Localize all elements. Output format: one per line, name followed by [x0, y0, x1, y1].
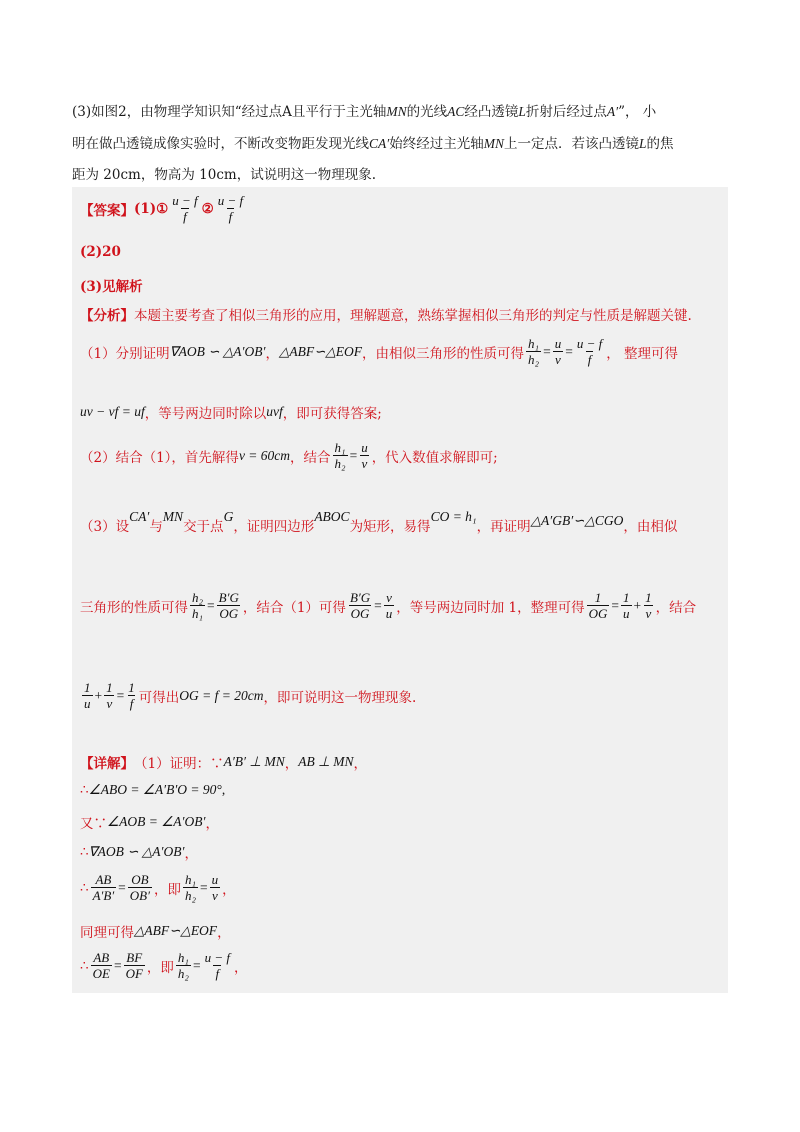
answer-fraction-2: $\frac{u - f}{f}$	[217, 193, 244, 224]
answer-fraction-1: $\frac{u - f}{f}$	[172, 193, 198, 224]
question-line-3: 距为 20cm，物高为 10cm，试说明这一物理现象.	[72, 167, 377, 183]
analysis-step-1-line-1: （1）分别证明 ∇AOB ∽ △A′OB′ ， △ABF∽△EOF ，由相似三角形的性质可得 $\frac{\text{h₁}}{\text{h₂}}$ = $\frac{u}{v}$ = $\frac{u - f}{f}$ ， 整理可得	[80, 336, 678, 367]
question-line-1: (3)如图2，由物理学知识知“经过点A且平行于主光轴MN的光线AC经凸透镜L折射后经过点A′”， 小	[72, 104, 657, 120]
question-line-2: 明在做凸透镜成像实验时，不断改变物距发现光线CA′始终经过主光轴MN上一定点．若该凸透镜L的焦	[72, 136, 674, 152]
detail-line-5: ∴ $\frac{AB}{A'B'}$ = $\frac{OB}{OB'}$ ，即 $\frac{\text{h₁}}{\text{h₂}}$ = $\frac{u}{v}$ ，	[80, 872, 236, 903]
analysis-step-3-line-2: 三角形的性质可得 $\frac{\text{h₂}}{\text{h₁}}$ = $\frac{B'G}{OG}$ ，结合（1）可得 $\frac{B'G}{OG}$ = $\frac{v}{u}$ ，等号两边同时加 1，整理可得 $\frac{1}{OG}$ = $\frac{1}{u}$ + $\frac{1}{v}$ ，结合	[80, 590, 697, 621]
detail-line-3: 又∵ ∠AOB = ∠A′OB′ ，	[80, 814, 219, 832]
detail-line-7: ∴ $\frac{AB}{OE}$ = $\frac{BF}{OF}$ ，即 $\frac{\text{h₁}}{\text{h₂}}$ = $\frac{u - f}{f}$ ，	[80, 950, 248, 981]
answer-line-2: (2)20	[80, 244, 121, 260]
detail-line-1: 【详解】 （1）证明：∵ A′B′ ⊥ MN ， AB ⊥ MN ，	[80, 754, 368, 772]
analysis-step-2: （2）结合（1），首先解得 v = 60cm ，结合 $\frac{\text{h₁}}{\text{h₂}}$ = $\frac{u}{v}$ ，代入数值求解即可;	[80, 440, 498, 471]
question-text	[72, 96, 718, 191]
answer-line-1: 【答案】 (1)① $\frac{u - f}{f}$ ② $\frac{u - f}{f}$	[80, 193, 244, 224]
detail-line-2: ∴ ∠ABO = ∠A′B′O = 90° ,	[80, 782, 226, 798]
analysis-intro: 【分析】 本题主要考查了相似三角形的应用，理解题意，熟练掌握相似三角形的判定与性质是解题关键.	[80, 308, 692, 324]
analysis-step-3-line-1: （3）设 CA′ 与 MN 交于点 G ，证明四边形 ABOC 为矩形，易得 CO = h₁ ，再证明 △A′GB′∽△CGO ，由相似	[80, 509, 678, 535]
detail-line-6: 同理可得 △ABF∽△EOF ，	[80, 923, 231, 941]
detail-line-4: ∴ ∇AOB ∽ △A′OB′ ，	[80, 844, 198, 862]
answer-line-3: (3)见解析	[80, 279, 143, 295]
analysis-step-3-line-3: $\frac{1}{u}$ + $\frac{1}{v}$ = $\frac{1}{f}$ 可得出 OG = f = 20cm ，即可说明这一物理现象.	[84, 680, 417, 711]
analysis-step-1-line-2: uv − vf = uf ，等号两边同时除以 uvf ，即可获得答案;	[80, 404, 382, 422]
